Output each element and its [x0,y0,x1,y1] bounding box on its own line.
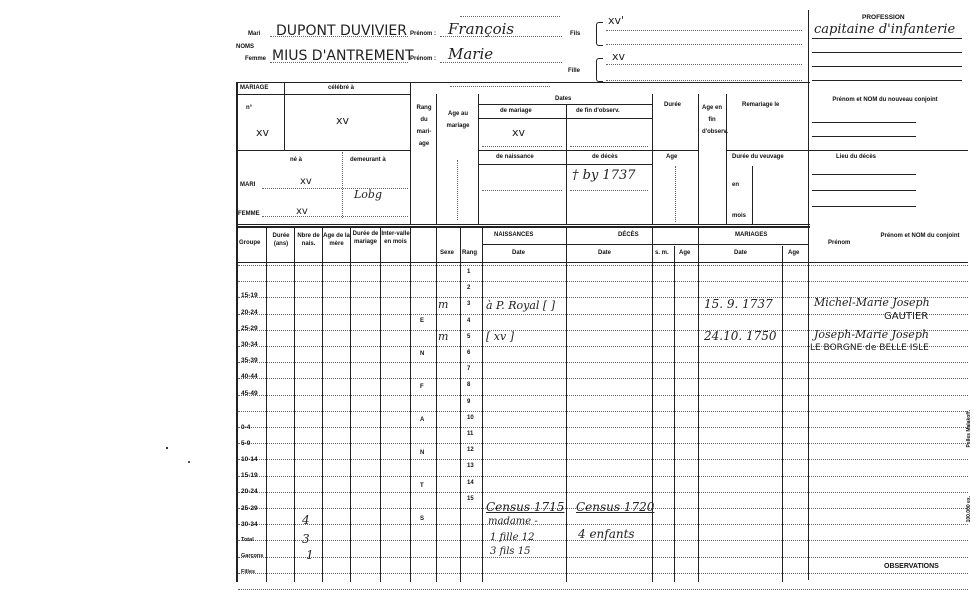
row-line [238,378,968,379]
row-line [238,281,968,282]
fille-bracket [596,58,603,82]
row-line [238,557,968,558]
row-line [238,411,968,412]
rank-label: 1 [467,269,471,275]
mari-row-label: MARI [240,182,256,188]
mariage-label: MARIAGE [240,85,269,91]
naissances-header: NAISSANCES [494,232,534,238]
enfants-letter: F [420,384,424,390]
remariage-label: Remariage le [742,102,780,108]
row-line [238,492,968,493]
r3-naissance: à P. Royal [ ] [486,299,555,312]
de-mariage-label: de mariage [500,108,532,114]
row-line [238,476,968,477]
no-label: n° [246,105,253,111]
stray-dot [166,447,168,449]
form-left-border [236,82,238,582]
profession-column-border [808,10,809,580]
r3-conjoint-line2: GAUTIER [884,311,929,322]
age-fin-label: Age en fin d'observ. [702,105,728,135]
row-line [238,589,968,590]
fille-mark: xv [612,50,626,63]
rank-label: 4 [467,318,471,324]
duree-ans-header: Durée (ans) [272,233,290,247]
rank-label: 11 [467,431,474,437]
celebre-label: célébré à [328,85,355,91]
r5-conjoint-line1: Joseph-Marie Joseph [814,328,929,341]
mari-ne-value: xv [300,176,312,187]
group-label: 25-29 [241,325,258,332]
group-label: 35-39 [241,357,258,364]
femme-row-label: FEMME [238,211,260,217]
prenom-nom-label: Prénom et NOM du nouveau conjoint [832,97,938,103]
row-line [238,524,968,525]
group-label: 30-34 [241,521,258,528]
fils-label: Fils [570,31,581,37]
enfants-letter: A [420,417,425,423]
enfants-letter: S [420,516,425,522]
group-label: 40-44 [241,373,258,380]
census1-line3: 3 fils 15 [490,546,531,557]
census2: Census 1720 [576,500,655,514]
fils-mark: xv' [608,14,625,27]
date1-header: Date [512,250,526,256]
group-label: Garçons [241,553,264,559]
r5-sexe: m [438,330,449,343]
row-line [238,314,968,315]
lieu-deces-label: Lieu du décès [836,154,877,160]
group-label: 5-9 [241,440,251,447]
femme-prenom: Marie [448,45,494,63]
print-run-text: 100.000 ex. [966,496,972,523]
noms-label: NOMS [236,44,254,50]
rank-label: 13 [467,463,474,469]
de-mariage-value: xv [512,126,526,139]
group-label: 15-19 [241,292,258,299]
stray-dot-2 [188,461,190,463]
enfants-letter: E [420,318,425,324]
profession-label: PROFESSION [862,14,905,21]
deces-value: † by 1737 [572,168,636,183]
mari-name: DUPONT DUVIVIER [276,23,407,39]
group-label: 0-4 [241,424,251,431]
rank-label: 6 [467,350,471,356]
filles-value: 1 [306,548,314,562]
row-line [238,362,968,363]
naissance-label: de naissance [496,154,534,160]
age-mere-header: Age de la mère [323,233,350,247]
r5-naissance: [ xv ] [486,330,514,343]
group-label: 45-49 [241,390,258,397]
census1-sub: madame - [488,516,538,527]
rank-label: 12 [467,447,474,453]
observations-label: OBSERVATIONS [884,563,939,570]
row-line [238,443,968,444]
rank-label: 14 [467,480,474,486]
prenom-nom-conjoint-header: Prénom et NOM du conjoint [880,233,960,239]
deces-label: de décès [592,154,618,160]
intervalle-header: Inter-valle en mois [381,231,410,245]
census2-sub: 4 enfants [578,527,635,541]
garcons-value: 3 [302,532,310,546]
date3-header: Date [734,250,748,256]
r5-conjoint-line2: LE BORGNE de BELLE ISLE [810,343,929,353]
group-label: Filles [241,569,256,575]
demeurant-label: demeurant à [350,157,386,163]
row-line [238,459,968,460]
age-label: Age au mariage [446,111,470,129]
header-bottom-line [236,82,810,83]
age3-header: Age [788,250,800,256]
r3-sexe: m [438,298,449,311]
rank-label: 5 [467,334,471,340]
lieu-value: xv [336,114,350,127]
femme-ne-value: xv [296,206,308,217]
r3-mariage-date: 15. 9. 1737 [704,297,773,311]
enfants-letter: N [420,450,425,456]
sexe-header: Sexe [440,250,455,256]
r3-conjoint-line1: Michel-Marie Joseph [814,296,930,309]
total-value: 4 [302,513,310,527]
mari-prenom: François [448,20,515,38]
fils-bracket [596,22,603,46]
group-label: 10-14 [241,456,258,463]
mois-label: mois [732,213,747,219]
nbre-nais-header: Nbre de nais. [297,233,320,247]
row-line [238,265,968,266]
date2-header: Date [598,250,612,256]
rank-label: 10 [467,415,474,421]
en-label: en [732,182,740,188]
rank-label: 8 [467,382,471,388]
no-value: xv [256,126,270,139]
groupe-header: Groupe [239,240,261,246]
row-line [238,395,968,396]
census1: Census 1715 [486,500,565,514]
rang-header: Rang [462,250,477,256]
fin-obs-label: de fin d'observ. [576,108,620,114]
group-label: 25-29 [241,505,258,512]
group-label: 30-34 [241,341,258,348]
rank-label: 15 [467,496,474,502]
rank-label: 2 [467,285,471,291]
group-label: 20-24 [241,309,258,316]
census1-line2: 1 fille 12 [490,532,535,543]
profession-value: capitaine d'infanterie [814,22,956,37]
duree-label: Durée [664,102,682,108]
enfants-letter: T [420,483,424,489]
rank-label: 9 [467,399,471,405]
enfants-letter: N [420,351,425,357]
rank-label: 3 [467,301,471,307]
fille-label: Fille [568,68,581,74]
group-label: Total [241,537,254,543]
rank-label: 7 [467,366,471,372]
sm-header: s. m. [655,250,669,256]
age-header: Age [679,250,691,256]
row-line [238,427,968,428]
age2-label: Age [666,154,678,160]
prenom-header: Prénom [828,240,851,246]
mariages-header: MARIAGES [735,232,768,238]
femme-label: Femme [245,56,267,62]
mari-label: Mari [248,31,261,37]
row-line [238,573,968,574]
rang-label: Rang du mari-age [416,105,432,147]
group-label: 15-19 [241,472,258,479]
dates-label: Dates [555,96,572,102]
deces-header: DÉCÈS [618,232,639,238]
duree-veuvage-label: Durée du veuvage [732,154,784,160]
r5-mariage-date: 24.10. 1750 [704,329,777,343]
duree-mariage-header: Durée de mariage [352,231,379,245]
femme-prenom-label: Prénom : [410,56,437,62]
publisher-text: Pelles Malakoff. [966,410,972,448]
group-label: 20-24 [241,488,258,495]
mari-prenom-label: Prénom : [410,31,437,37]
femme-name: MIUS D'ANTREMENT [272,48,414,64]
ne-a-label: né à [290,157,303,163]
mari-demeurant-value: Lobg [354,188,383,201]
